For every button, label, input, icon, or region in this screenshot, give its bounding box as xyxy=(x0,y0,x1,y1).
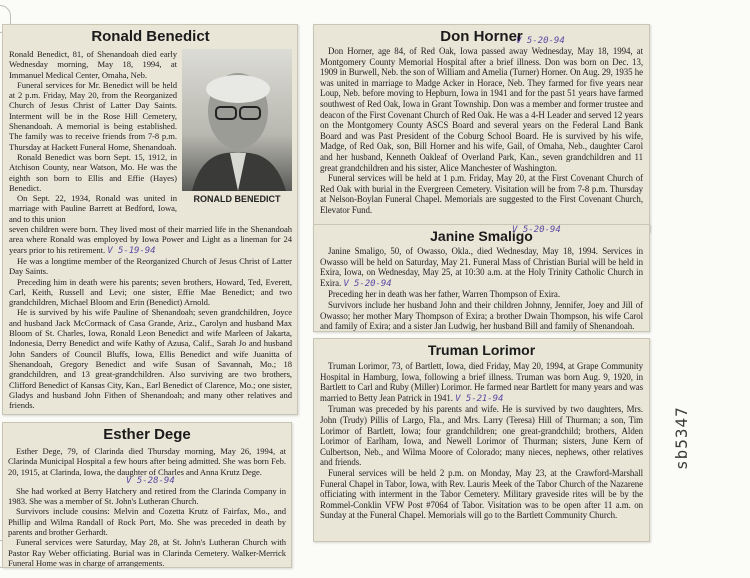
obituary-paragraph: He is survived by his wife Pauline of Shenandoah; seven grandchildren, Joyce and husband Jack McCormack of Casa Grande, Ariz., Carolyn and husband Max Bloom of St. Charles, Iowa, Ronald Leon Benedict and wife Marleen of Jakarta, Indonesia, Derry Benedict and wife Kathy of Azusa, Calif., Sarah Jo and husband John Sanders of Council Bluffs, Iowa, Ellis Benedict and wife Juanitta of Shenandoah, Gregory Benedict and wife Susan of Savannah, Mo.; 18 grandchildren, and 13 great-grandchildren. Also surviving are two brothers, Clifford Benedict of Kansas City, Kan., Earl Benedict of Clarence, Mo.; one sister, Gladys and husband John Fithen of Shenandoah; and many other relatives and friends. xyxy=(9,307,292,411)
obituary-paragraph: Truman was preceded by his parents and wife. He is survived by two daughters, Mrs. John (Trudy) Pillis of Largo, Fla., and Mrs. Larry (Teresa) Hill of Thurman; a son, Tim Lorimor of Bartlett, Iowa; four grandchildren; one great-grandchild; brothers, Alden Lorimor of Earlham, Iowa, and Newell Lorimor of Thurman; sisters, June Kern of Culbertson, Neb., and Wilma Moore of Colorado; many nieces, nephews, other relatives and friends. xyxy=(320,404,643,468)
obituary-paragraph: seven children were born. They lived most of their married life in the Shenandoah area where Ronald was employed by Iowa Power and Light as a lineman for 24 years prior to his retirement. V 5-19-94 xyxy=(9,224,292,256)
photo-caption: RONALD BENEDICT xyxy=(193,194,281,204)
obituary-esther-dege xyxy=(2,422,292,568)
obituary-paragraph: Preceding her in death was her father, Warren Thompson of Exira. xyxy=(328,289,560,300)
handwritten-date: V 5-21-94 xyxy=(455,393,504,404)
obituary-paragraph: Funeral services were Saturday, May 28, at St. John's Lutheran Church with Pastor Ray Weber officiating. Burial was in Clarinda Cemetery. Walker-Merrick Funeral Home was in charge of arrangements. xyxy=(8,537,286,568)
obituary-paragraph: Don Horner, age 84, of Red Oak, Iowa passed away Wednesday, May 18, 1994, at Montgomery County Memorial Hospital after a brief illness. Don was born on Dec. 13, 1909 in Burwell, Neb. the son of William and Amelia (Turner) Horner. On Aug. 29, 1935 he was united in marriage to Madge Acker in Horace, Neb. They farmed for five years near Loup, Neb. before moving to Hepburn, Iowa in 1941 and for the past 51 years have farmed southwest of Red Oak, Iowa in Grant Township. Don was a member and former trustee and deacon of the First Covenant Church of Red Oak. He was a 4-H Leader and served 12 years on the Montgomery County ASCS Board and several years on the Federal Land Bank Board and was Past President of the Coburg School Board. He is survived by his wife, Madge, of Red Oak, son, Bill Horner and his wife, Gail, of Omaha, Neb., daughter Carol and her husband, Kenneth Oakleaf of Overland Park, Kan., seven grandchildren and 11 great grandchildren and his sister, Alice Manchester of Washington. xyxy=(320,46,643,173)
obituary-paragraph: Survivors include cousins: Melvin and Cozetta Krutz of Fairfax, Mo., and Phillip and Wilma Randall of Rock Port, Mo. She was preceded in death by parents and brother Gerhardt. xyxy=(8,506,286,538)
obituary-paragraph: Ronald Benedict was born Sept. 15, 1912, in Atchison County, near Watson, Mo. He was the eighth son born to Ellis and Effie (Hayes) Benedict. xyxy=(9,151,177,193)
obituary-paragraph: Survivors include her husband John and their children Johnny, Jennifer, Joey and Jill of Owasso; her mother Mary Thompson of Exira; a brother Dwain Thompson, his wife Carol and family of Exira; and a sister Jan Ludwig, her husband Bill and family of Shenandoah. xyxy=(320,299,643,332)
portrait-photo xyxy=(182,49,292,191)
obituary-paragraph: Funeral services will be held 2 p.m. on Monday, May 23, at the Crawford-Marshall Funeral Chapel in Tabor, Iowa, with Rev. Lauris Meek of the Tabor Church of the Nazarene officiating with interment in the Tabor Cemetery. Military graveside rites will be by the Rommel-Conklin VFW Post #7064 of Tabor. Visitation was to be open after 11 a.m. on Sunday at the Funeral Chapel. Memorials will go to the Bartlett Community Church. xyxy=(320,467,643,521)
obituary-title: Janine Smaligo xyxy=(430,228,533,244)
handwritten-date: V 5-20-94 xyxy=(516,36,565,46)
obituary-truman-lorimor xyxy=(313,338,650,542)
obituary-paragraph: Ronald Benedict, 81, of Shenandoah died early Wednesday morning, May 18, 1994, at Immanuel Medical Center, Omaha, Neb. xyxy=(9,49,177,80)
obituary-paragraph: Janine Smaligo, 50, of Owasso, Okla., died Wednesday, May 18, 1994. Services in Owasso will be held on Saturday, May 21. Funeral Mass of Christian Burial will be held in Exira, Iowa, on Wednesday, May 25, at 10:30 a.m. at the Holy Trinity Catholic Church in Exira. V 5-20-94 xyxy=(320,246,643,289)
obituary-paragraph: She had worked at Berry Hatchery and retired from the Clarinda Company in 1983. She was a member of St. John's Lutheran Church. xyxy=(8,485,286,507)
obituary-title: Don Horner xyxy=(440,28,523,45)
obituary-janine-smaligo xyxy=(313,224,650,332)
obituary-paragraph: He was a longtime member of the Reorganized Church of Jesus Christ of Latter Day Saints. xyxy=(9,255,292,277)
obituary-paragraph: Preceding him in death were his parents; seven brothers, Howard, Ted, Everett, Carl, Keith, Russell and Levi; one sister, Effie Mae Benedict; and two grandchildren, Michael Bloom and Erin (Benedict) Arnold. xyxy=(9,276,292,308)
handwritten-date: V 5-19-94 xyxy=(107,245,156,256)
handwritten-date: V 5-20-94 xyxy=(512,225,561,235)
obituary-paragraph: On Sept. 22, 1934, Ronald was united in marriage with Pauline Barrett at Bedford, Iowa, and to this union xyxy=(9,193,177,224)
obituary-paragraph: Esther Dege, 79, of Clarinda died Thursday morning, May 26, 1994, at Clarinda Municipal Hospital a few hours after being admitted. She was born Feb. 20, 1915, at Clarinda, Iowa, the daughter of Charles and Anna Krutz Dege. xyxy=(8,446,286,477)
obituary-don-horner xyxy=(313,24,650,232)
obituary-paragraph: Funeral services will be held at 1 p.m. Friday, May 20, at the First Covenant Church of Red Oak with burial in the Evergreen Cemetery. Visitation will be from 7-8 p.m. Thursday at Nelson-Boylan Funeral Chapel. Memorials are suggested to the First Covenant Church, Elevator Fund. xyxy=(320,173,643,215)
obituary-paragraph: Funeral services for Mr. Benedict will be held at 2 p.m. Friday, May 20, from the Reorganized Church of Jesus Christ of Latter Day Saints. Interment will be in the Rose Hill Cemetery, Shenandoah. A memorial is being established. The family was to receive friends from 7-8 p.m. Thursday at Hackett Funeral Home, Shenandoah. xyxy=(9,79,177,152)
obituary-paragraph: Truman Lorimor, 73, of Bartlett, Iowa, died Friday, May 20, 1994, at Grape Community Hospital in Hamburg, Iowa, following a brief illness. Truman was born Aug. 9, 1920, in Bartlett to Carl and Ruby (Miller) Lorimor. He farmed near Bartlett for many years and was married to Betty Jean Patrick in 1941. V 5-21-94 xyxy=(320,361,643,404)
obituary-title: Ronald Benedict xyxy=(91,28,210,45)
handwritten-date: V 5-28-94 xyxy=(126,475,175,486)
archive-number: sb5347 xyxy=(672,406,691,470)
handwritten-date: V 5-20-94 xyxy=(343,278,392,289)
obituary-ronald-benedict xyxy=(2,24,298,415)
obituary-title: Truman Lorimor xyxy=(427,342,536,358)
portrait-figure xyxy=(182,49,292,191)
obituary-title: Esther Dege xyxy=(103,426,191,443)
